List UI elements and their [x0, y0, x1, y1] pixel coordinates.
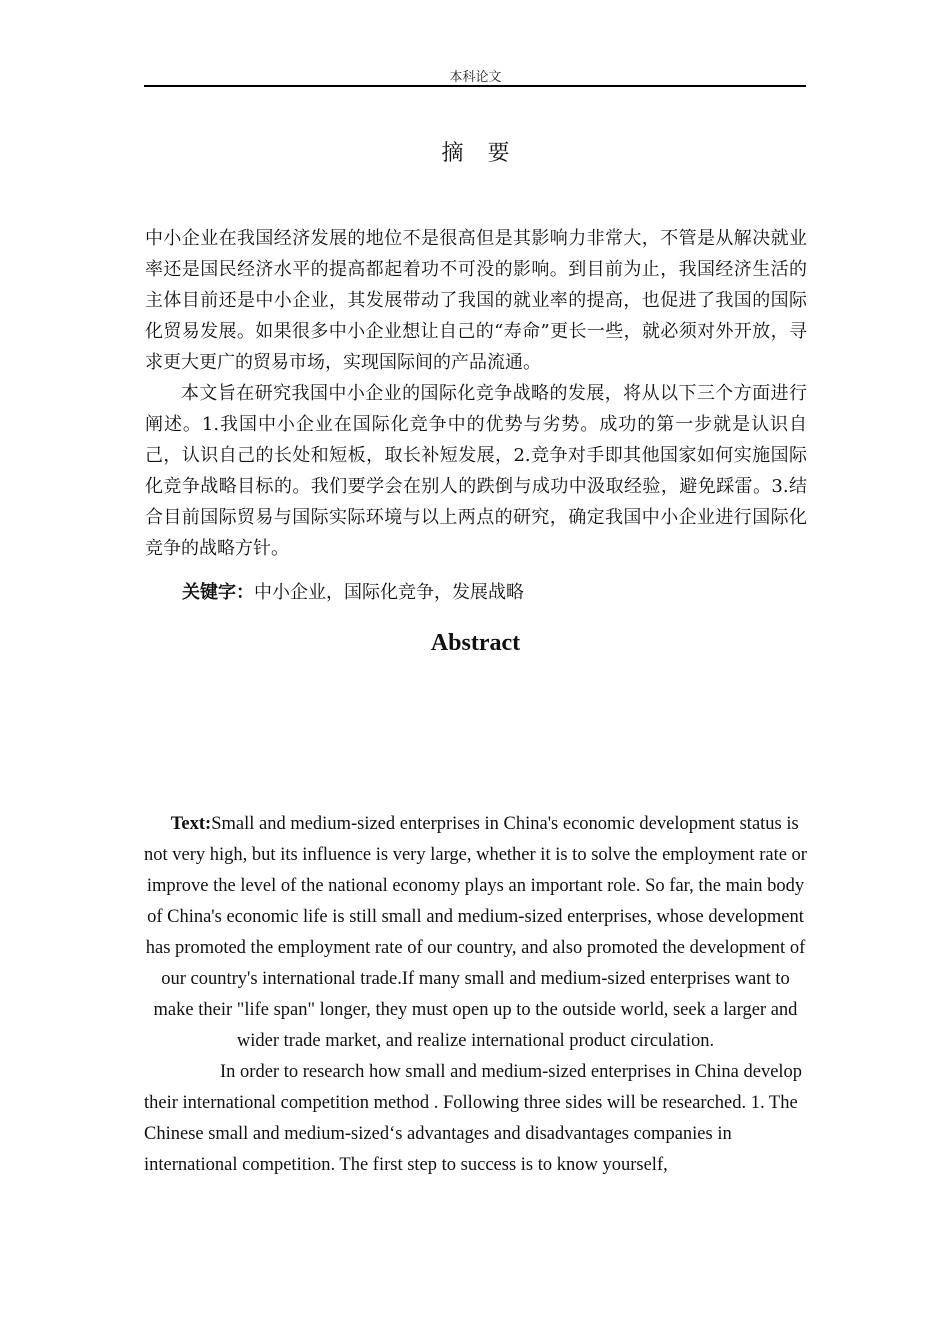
abstract-en-body — [144, 809, 807, 1181]
text-label: Text: — [170, 814, 212, 834]
header-divider — [144, 85, 806, 87]
abstract-cn-paragraph-2: 本文旨在研究我国中小企业的国际化竞争战略的发展，将从以下三个方面进行阐述。1.我国中小企业在国际化竞争中的优势与劣势。成功的第一步就是认识自己，认识自己的长处和短板，取长补短发展，2.竞争对手即其他国家如何实施国际化竞争战略目标的。我们要学会在别人的跌倒与成功中汲取经验，避免踩雷。3.结合目前国际贸易与国际实际环境与以上两点的研究，确定我国中小企业进行国际化竞争的战略方针。 — [145, 383, 807, 559]
abstract-cn-body — [145, 223, 807, 564]
keywords-label: 关键字： — [182, 582, 254, 603]
abstract-en-paragraph-1-text: Small and medium-sized enterprises in China's economic development status is not very high, but its influence is very large, whether it is to solve the employment rate or improve the level of the national economy plays an important role. So far, the main body of China's economic life is still small and medium-sized enterprises, whose development has promoted the employment rate of our country, and also promoted the development of our country's international trade.If many small and medium-sized enterprises want to make their "life span" longer, they must open up to the outside world, seek a larger and wider trade market, and realize international product circulation. — [144, 814, 807, 1051]
abstract-en-title: Abstract — [430, 630, 521, 656]
abstract-en-paragraph-2: In order to research how small and medium-sized enterprises in China develop their international competition method . Following three sides will be researched. 1. The Chinese small and medium-sized‘s advantages and disadvantages companies in international competition. The first step to success is to know yourself, — [144, 1062, 803, 1175]
abstract-cn-paragraph-1: 中小企业在我国经济发展的地位不是很高但是其影响力非常大，不管是从解决就业率还是国民经济水平的提高都起着功不可没的影响。到目前为止，我国经济生活的主体目前还是中小企业，其发展带动了我国的就业率的提高，也促进了我国的国际化贸易发展。如果很多中小企业想让自己的“寿命”更长一些，就必须对外开放，寻求更大更广的贸易市场，实现国际间的产品流通。 — [145, 228, 807, 373]
keywords-line — [182, 580, 524, 606]
running-header: 本科论文 — [449, 70, 502, 85]
abstract-cn-title: 摘要 — [441, 141, 534, 166]
keywords-value: 中小企业，国际化竞争，发展战略 — [254, 582, 524, 603]
abstract-en-paragraph-1 — [144, 809, 807, 1057]
